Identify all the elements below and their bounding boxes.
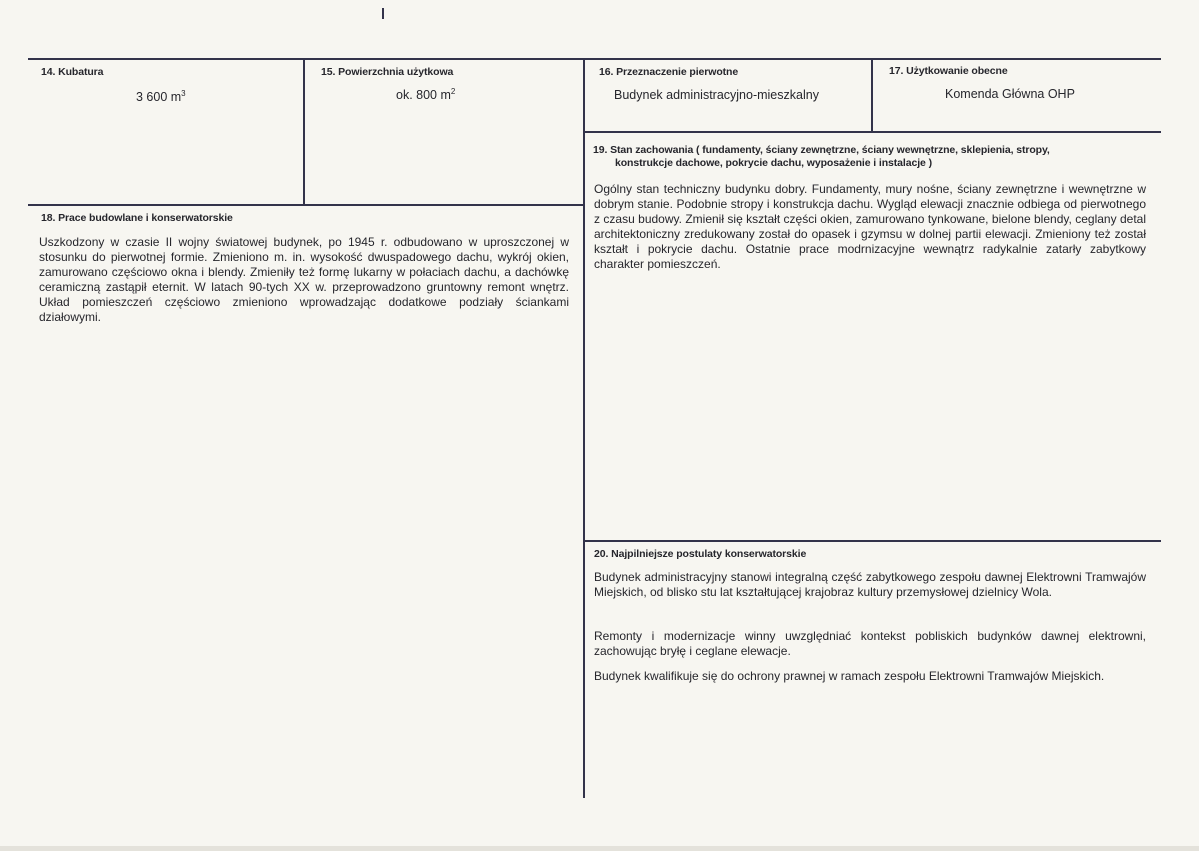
field-14-value-main: 3 600 m bbox=[136, 90, 182, 104]
field-14-value-sup: 3 bbox=[181, 89, 186, 98]
field-14-value bbox=[136, 89, 186, 105]
paper-edge bbox=[0, 846, 1199, 851]
field-15-label: 15. Powierzchnia użytkowa bbox=[321, 66, 454, 78]
rule-above-18 bbox=[28, 204, 585, 206]
field-19-label-line1: 19. Stan zachowania ( fundamenty, ściany zewnętrzne, ściany wewnętrzne, sklepienia, stropy, bbox=[593, 144, 1050, 156]
field-14-label: 14. Kubatura bbox=[41, 66, 104, 78]
field-18-label: 18. Prace budowlane i konserwatorskie bbox=[41, 212, 233, 224]
top-tick-mark bbox=[382, 8, 384, 19]
field-17-value: Komenda Główna OHP bbox=[945, 87, 1075, 101]
field-15-value-main: ok. 800 m bbox=[396, 88, 451, 102]
field-20-paragraph-2: Remonty i modernizacje winny uwzględniać kontekst pobliskich budynków dawnej elektrowni, zachowując bryłę i ceglane elewacje. bbox=[594, 629, 1146, 658]
field-20-label: 20. Najpilniejsze postulaty konserwatorskie bbox=[594, 548, 807, 560]
divider-16-17 bbox=[871, 58, 873, 132]
field-18-text: Uszkodzony w czasie II wojny światowej budynek, po 1945 r. odbudowano w uproszczonej w stosunku do pierwotnej formie. Zmieniono m. in. wysokość dwuspadowego dachu, wykrój okien, zamurowano częściowo okna i blendy. Zmieniły też formę lukarny w połaciach dachu, a dachówkę ceramiczną zastąpił eternit. W latach 90-tych XX w. przeprowadzono gruntowny remont wnętrz. Układ pomieszczeń częściowo zmieniono wprowadzając dodatkowe podziały ściankami działowymi. bbox=[39, 235, 569, 324]
field-17-label: 17. Użytkowanie obecne bbox=[889, 65, 1008, 77]
rule-above-20 bbox=[583, 540, 1161, 542]
field-20-paragraph-1: Budynek administracyjny stanowi integralną część zabytkowego zespołu dawnej Elektrowni Tramwajów Miejskich, od blisko stu lat kształtującej krajobraz kultury przemysłowej dzielnicy Wola. bbox=[594, 570, 1146, 599]
field-20-paragraph-3: Budynek kwalifikuje się do ochrony prawnej w ramach zespołu Elektrowni Tramwajów Miejskich. bbox=[594, 669, 1105, 683]
field-16-label: 16. Przeznaczenie pierwotne bbox=[599, 66, 739, 78]
field-16-value: Budynek administracyjno-mieszkalny bbox=[614, 88, 819, 102]
divider-14-15 bbox=[303, 58, 305, 205]
top-rule bbox=[28, 58, 1161, 60]
rule-above-19 bbox=[583, 131, 1161, 133]
field-15-value bbox=[396, 87, 455, 103]
field-19-text: Ogólny stan techniczny budynku dobry. Fundamenty, mury nośne, ściany zewnętrzne i wewnętrzne w dobrym stanie. Podobnie stropy i konstrukcja dachu. Wygląd elewacji znacznie odbiega od pierwotnego z czasu budowy. Zmienił się kształt części okien, zamurowano tynkowane, bielone blendy, ceglany detal architektoniczny zredukowany został do opasek i gzymsu w dolnej partii elewacji. Zmieniony też został kształt i pokrycie dachu. Ostatnie prace modrnizacyjne wewnątrz radykalnie zatarły zabytkowy charakter pomieszczeń. bbox=[594, 182, 1146, 271]
divider-center bbox=[583, 58, 585, 798]
field-19-label-line2: konstrukcje dachowe, pokrycie dachu, wyposażenie i instalacje ) bbox=[615, 157, 932, 169]
field-15-value-sup: 2 bbox=[450, 87, 456, 96]
